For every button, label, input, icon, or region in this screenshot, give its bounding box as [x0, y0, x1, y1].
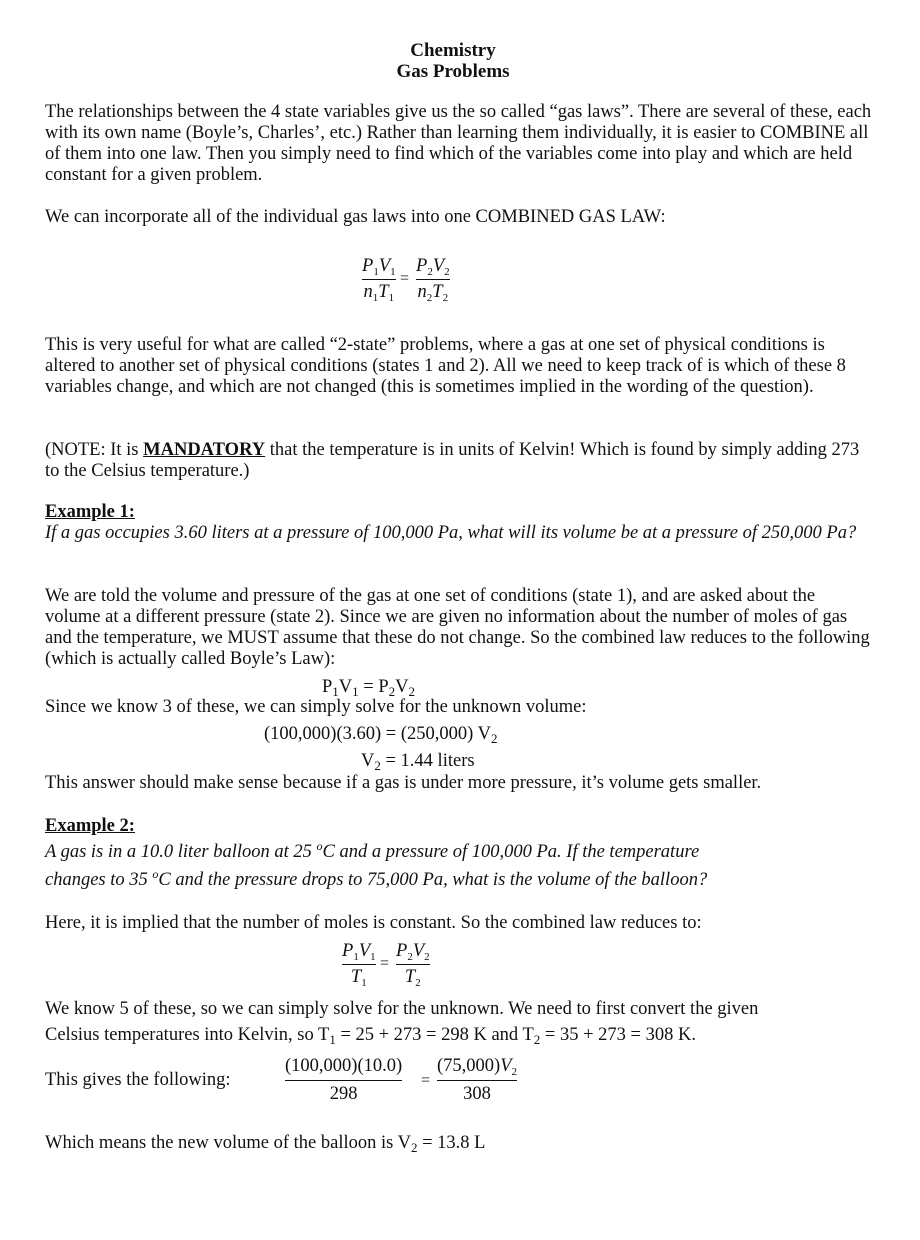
- mandatory-emphasis: MANDATORY: [143, 440, 266, 460]
- example1-sense: This answer should make sense because if a gas is under more pressure, it’s volume gets smaller.: [45, 773, 762, 793]
- numeric-left-fraction: (100,000)(10.0) 298: [285, 1056, 403, 1104]
- example2-final-answer: Which means the new volume of the balloon is $V_2 = 13.8$ L: [45, 1133, 486, 1155]
- example1-heading: Example 1:: [45, 502, 135, 522]
- example1-calculation: (100,000)(3.60) = (250,000) $V_2$: [264, 724, 498, 746]
- two-state-paragraph: This is very useful for what are called “2-state” problems, where a gas at one set of physical conditions is altered to another set of physical conditions (states 1 and 2). All we need to keep track of is which of these 8 variables change, and which are not changed (this is sometimes implied in the wording of the question).: [45, 335, 846, 397]
- example2-gives: This gives the following:: [45, 1070, 231, 1090]
- boyles-law-equation: $P_1V_1 = P_2V_2$: [322, 677, 416, 699]
- example1-solve-text: Since we know 3 of these, we can simply solve for the unknown volume:: [45, 697, 587, 717]
- example2-implied: Here, it is implied that the number of moles is constant. So the combined law reduces to:: [45, 913, 702, 933]
- equals-sign: =: [421, 1072, 431, 1089]
- example2-question-line2: changes to 35 $^o$C and the pressure drops to 75,000 Pa, what is the volume of the balloon?: [45, 867, 708, 890]
- example2-know5: We know 5 of these, so we can simply solve for the unknown. We need to first convert the given: [45, 999, 759, 1019]
- example1-question: If a gas occupies 3.60 liters at a pressure of 100,000 Pa, what will its volume be at a pressure of 250,000 Pa?: [45, 523, 857, 543]
- title-gas-problems: Gas Problems: [396, 61, 510, 82]
- combined-law-intro: We can incorporate all of the individual gas laws into one COMBINED GAS LAW:: [45, 207, 666, 227]
- example2-heading: Example 2:: [45, 816, 135, 836]
- intro-paragraph: The relationships between the 4 state variables give us the so called “gas laws”. There are several of these, each with its own name (Boyle’s, Charles’, etc.) Rather than learning them individually, it is easier to COMBINE all of them into one law. Then you simply need to find which of the variables come into play and which are held constant for a given problem.: [45, 102, 872, 185]
- title-chemistry: Chemistry: [410, 40, 496, 61]
- reduced-law-right-fraction: $P_2V_2$ $T_2$: [396, 941, 430, 989]
- kelvin-note: (NOTE: It is MANDATORY that the temperature is in units of Kelvin! Which is found by simply adding 273 to the Celsius temperature.): [45, 440, 860, 481]
- combined-law-right-fraction: $P_2V_2$ $n_2T_2$: [416, 256, 450, 304]
- example1-explanation: We are told the volume and pressure of the gas at one set of conditions (state 1), and are asked about the volume at a different pressure (state 2). Since we are given no information about the number of moles of gas and the temperature, we MUST assume that these do not change. So the combined law reduces to the following (which is actually called Boyle’s Law):: [45, 586, 870, 669]
- example1-result: $V_2 = 1.44$ liters: [361, 751, 475, 773]
- equals-sign: =: [400, 270, 410, 287]
- numeric-right-fraction: $(75,000)V_2$ 308: [437, 1056, 518, 1104]
- combined-law-left-fraction: $P_1V_1$ $n_1T_1$: [362, 256, 396, 304]
- equals-sign: =: [380, 955, 390, 972]
- reduced-law-left-fraction: $P_1V_1$ $T_1$: [342, 941, 376, 989]
- example2-celsius-conversion: Celsius temperatures into Kelvin, so $T_1 = 25 + 273 = 298$ K and $T_2 = 35 + 273 = 308$ K.: [45, 1025, 696, 1047]
- example2-question-line1: A gas is in a 10.0 liter balloon at 25 $^o$C and a pressure of 100,000 Pa. If the temperature: [45, 839, 700, 862]
